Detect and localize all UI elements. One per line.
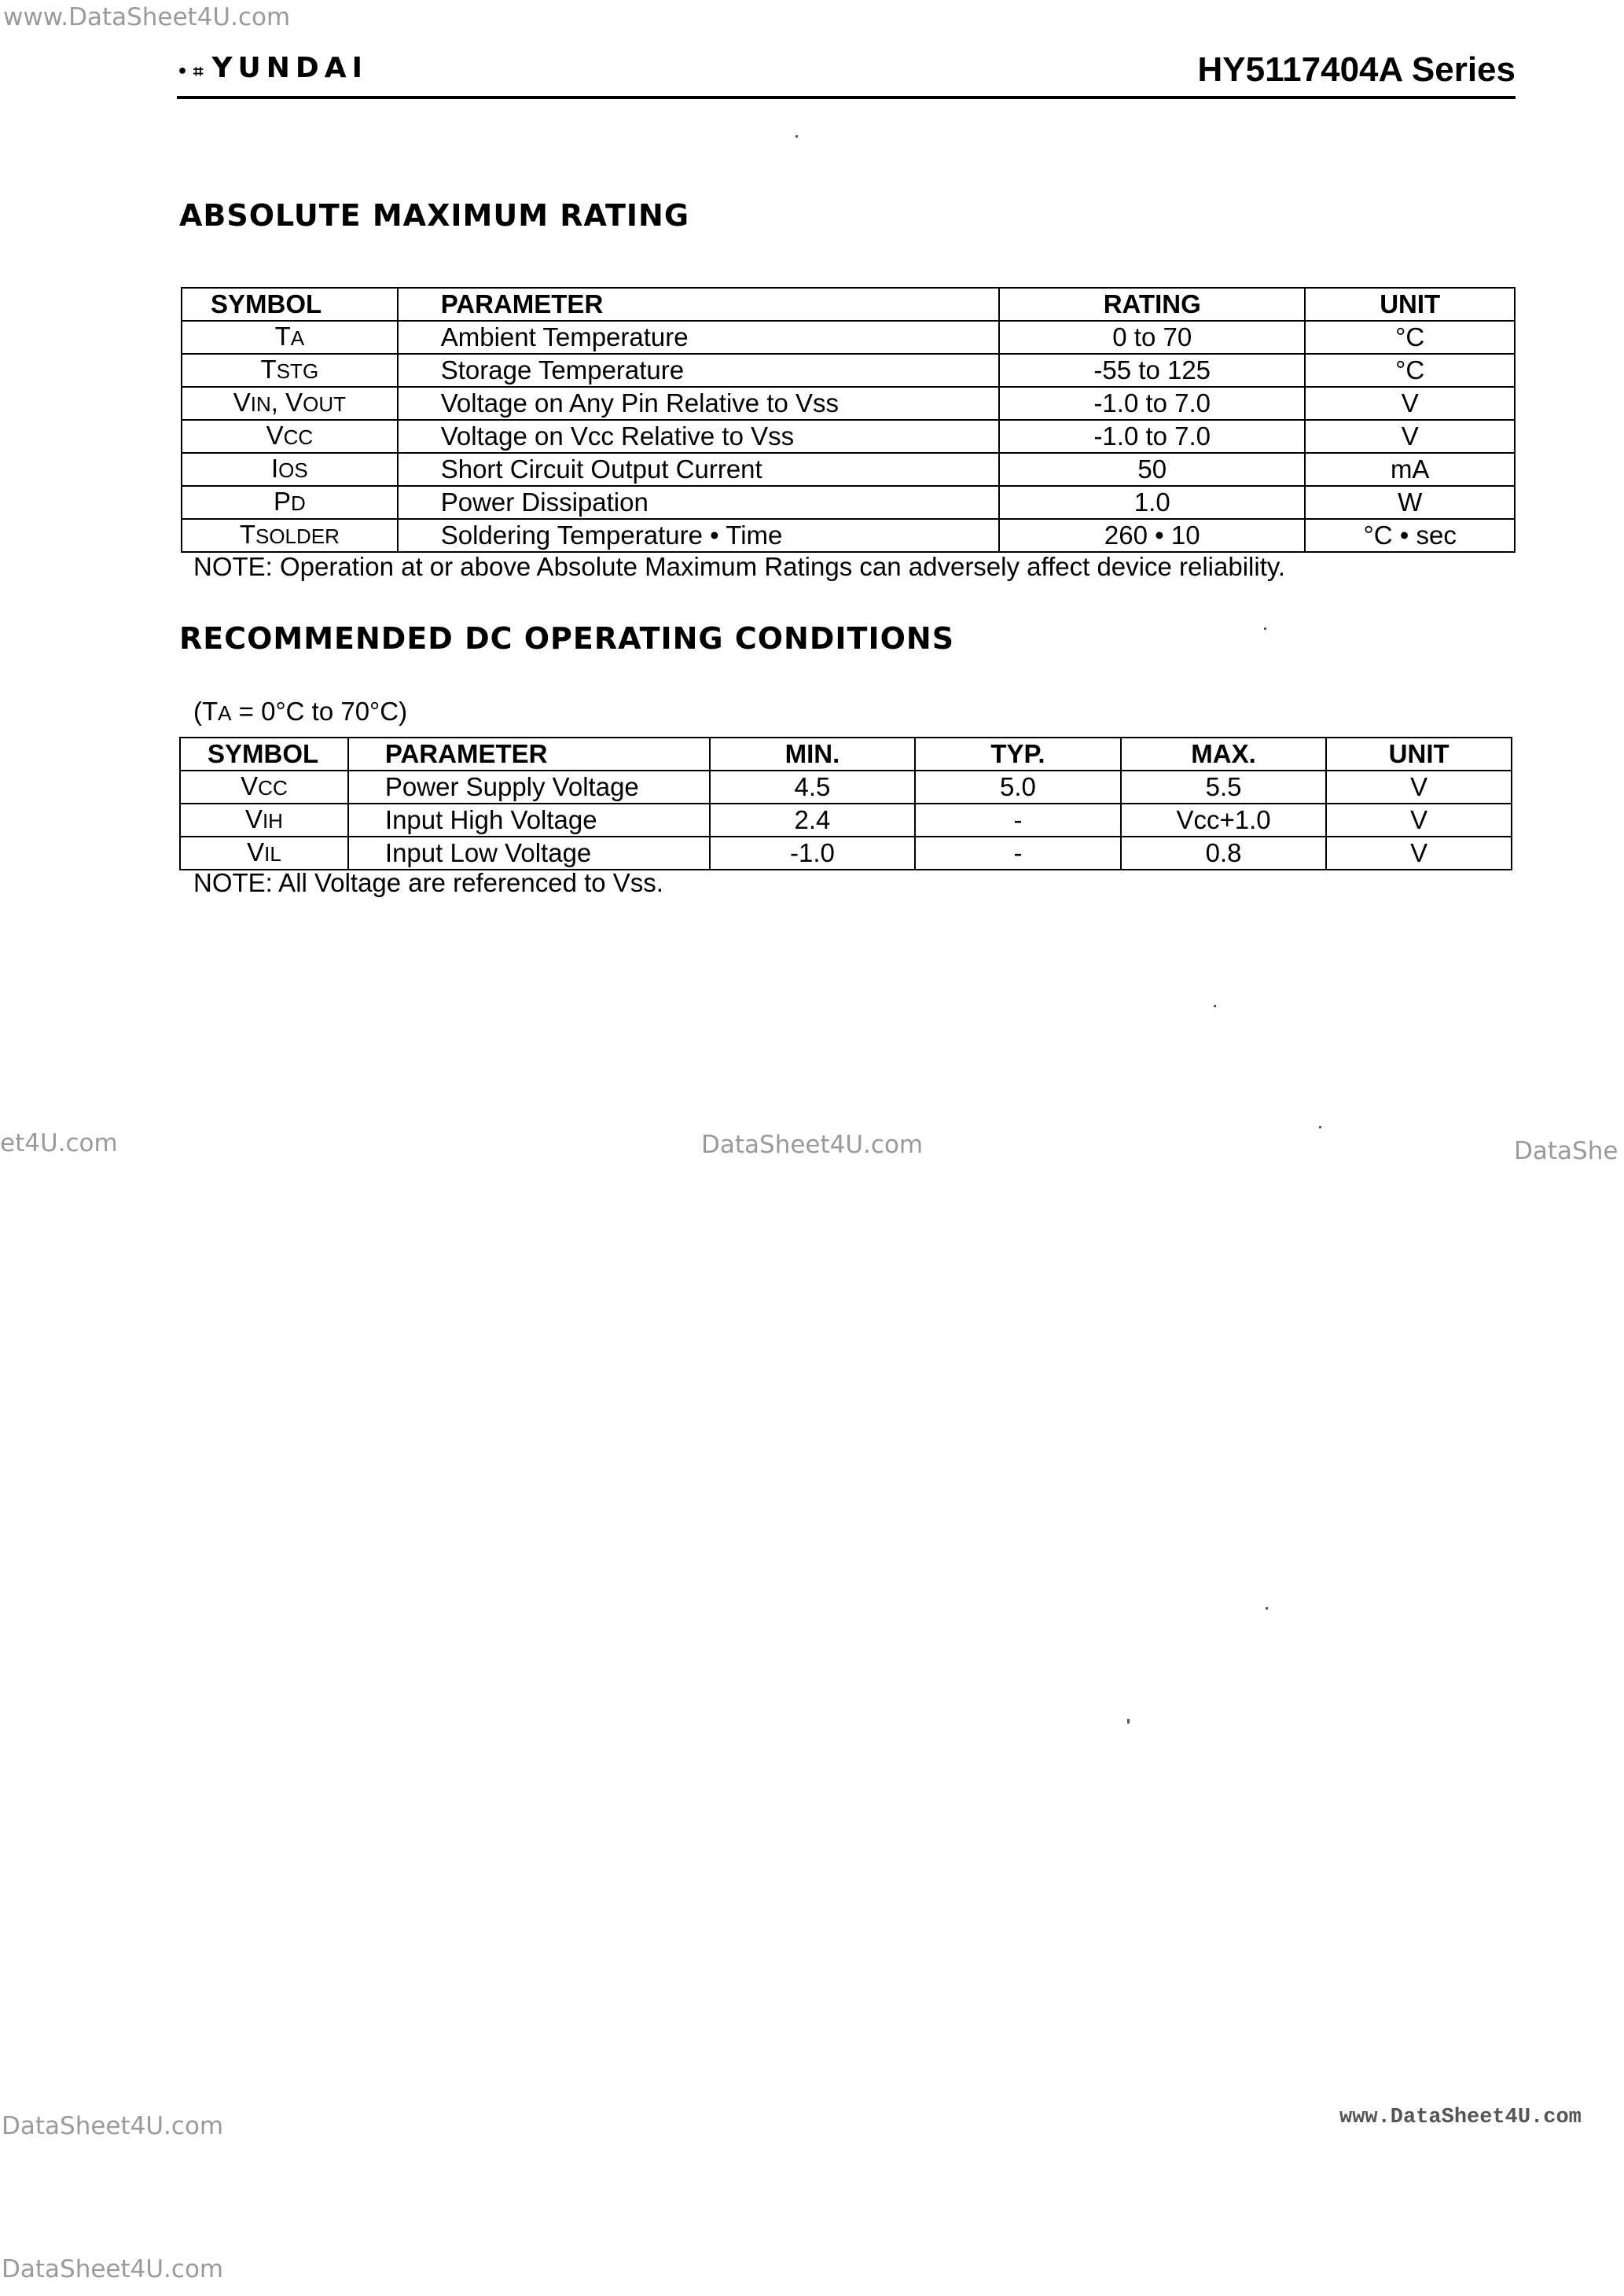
min-cell: -1.0 (710, 837, 916, 870)
parameter-cell: Voltage on Any Pin Relative to Vss (398, 387, 999, 420)
min-cell: 2.4 (710, 804, 916, 837)
watermark-mid-left: et4U.com (0, 1129, 118, 1157)
abs-max-table (181, 287, 1516, 553)
symbol-cell: TSOLDER (182, 519, 398, 552)
unit-cell: V (1326, 771, 1512, 804)
parameter-cell: Storage Temperature (398, 354, 999, 387)
parameter-cell: Soldering Temperature • Time (398, 519, 999, 552)
scan-speck (795, 135, 798, 138)
table-row (182, 387, 1515, 420)
typ-cell: - (915, 837, 1121, 870)
unit-cell: W (1305, 486, 1515, 519)
watermark-bottom-left: DataSheet4U.com (2, 2112, 224, 2140)
scan-speck (1127, 1719, 1130, 1724)
table-row (180, 771, 1512, 804)
watermark-top-left: www.DataSheet4U.com (3, 3, 291, 31)
unit-cell: V (1326, 837, 1512, 870)
symbol-cell: PD (182, 486, 398, 519)
col-max: MAX. (1121, 738, 1327, 771)
parameter-cell: Voltage on Vcc Relative to Vss (398, 420, 999, 453)
dc-conditions-title: RECOMMENDED DC OPERATING CONDITIONS (179, 621, 955, 656)
table-row (180, 837, 1512, 870)
rating-cell: -1.0 to 7.0 (999, 420, 1305, 453)
table-row (182, 486, 1515, 519)
scan-speck (1266, 1607, 1268, 1610)
col-parameter: PARAMETER (398, 288, 999, 321)
col-rating: RATING (999, 288, 1305, 321)
symbol-cell: TA (182, 321, 398, 354)
unit-cell: V (1305, 420, 1515, 453)
dc-conditions-table (179, 737, 1512, 870)
rating-cell: 0 to 70 (999, 321, 1305, 354)
watermark-mid-center: DataSheet4U.com (701, 1131, 924, 1159)
col-typ: TYP. (915, 738, 1121, 771)
abs-max-header-row (182, 288, 1515, 321)
col-symbol: SYMBOL (180, 738, 348, 771)
max-cell: 5.5 (1121, 771, 1327, 804)
hyundai-logo (177, 52, 368, 84)
unit-cell: °C • sec (1305, 519, 1515, 552)
col-symbol: SYMBOL (182, 288, 398, 321)
rating-cell: 1.0 (999, 486, 1305, 519)
symbol-cell: VCC (182, 420, 398, 453)
symbol-cell: VCC (180, 771, 348, 804)
col-unit: UNIT (1326, 738, 1512, 771)
typ-cell: - (915, 804, 1121, 837)
abs-max-title: ABSOLUTE MAXIMUM RATING (179, 198, 690, 233)
unit-cell: V (1326, 804, 1512, 837)
scan-speck (1319, 1126, 1321, 1128)
scan-speck (1264, 627, 1266, 630)
parameter-cell: Input Low Voltage (348, 837, 710, 870)
col-unit: UNIT (1305, 288, 1515, 321)
watermark-bottom-right: www.DataSheet4U.com (1339, 2106, 1582, 2129)
symbol-cell: IOS (182, 453, 398, 486)
symbol-cell: VIL (180, 837, 348, 870)
dc-conditions-range: (TA = 0°C to 70°C) (193, 697, 408, 726)
max-cell: 0.8 (1121, 837, 1327, 870)
table-row (182, 420, 1515, 453)
logo-mark: •⌗ (177, 62, 209, 82)
watermark-mid-right: DataShe (1514, 1137, 1618, 1165)
parameter-cell: Input High Voltage (348, 804, 710, 837)
rating-cell: 50 (999, 453, 1305, 486)
col-parameter: PARAMETER (348, 738, 710, 771)
rating-cell: -1.0 to 7.0 (999, 387, 1305, 420)
typ-cell: 5.0 (915, 771, 1121, 804)
parameter-cell: Power Dissipation (398, 486, 999, 519)
header-rule (177, 96, 1516, 99)
table-row (182, 354, 1515, 387)
watermark-footer: DataSheet4U.com (2, 2255, 224, 2283)
max-cell: Vcc+1.0 (1121, 804, 1327, 837)
unit-cell: °C (1305, 321, 1515, 354)
symbol-cell: TSTG (182, 354, 398, 387)
table-row (182, 519, 1515, 552)
min-cell: 4.5 (710, 771, 916, 804)
table-row (180, 804, 1512, 837)
table-row (182, 453, 1515, 486)
symbol-cell: VIH (180, 804, 348, 837)
unit-cell: V (1305, 387, 1515, 420)
parameter-cell: Power Supply Voltage (348, 771, 710, 804)
rating-cell: -55 to 125 (999, 354, 1305, 387)
series-title: HY5117404A Series (1197, 50, 1516, 89)
table-row (182, 321, 1515, 354)
logo-text: YUNDAI (211, 52, 369, 84)
rating-cell: 260 • 10 (999, 519, 1305, 552)
col-min: MIN. (710, 738, 916, 771)
unit-cell: mA (1305, 453, 1515, 486)
parameter-cell: Short Circuit Output Current (398, 453, 999, 486)
dc-conditions-note: NOTE: All Voltage are referenced to Vss. (193, 868, 663, 897)
parameter-cell: Ambient Temperature (398, 321, 999, 354)
unit-cell: °C (1305, 354, 1515, 387)
dc-header-row (180, 738, 1512, 771)
symbol-cell: VIN, VOUT (182, 387, 398, 420)
abs-max-note: NOTE: Operation at or above Absolute Maximum Ratings can adversely affect device reliability. (193, 552, 1286, 581)
scan-speck (1214, 1005, 1216, 1007)
